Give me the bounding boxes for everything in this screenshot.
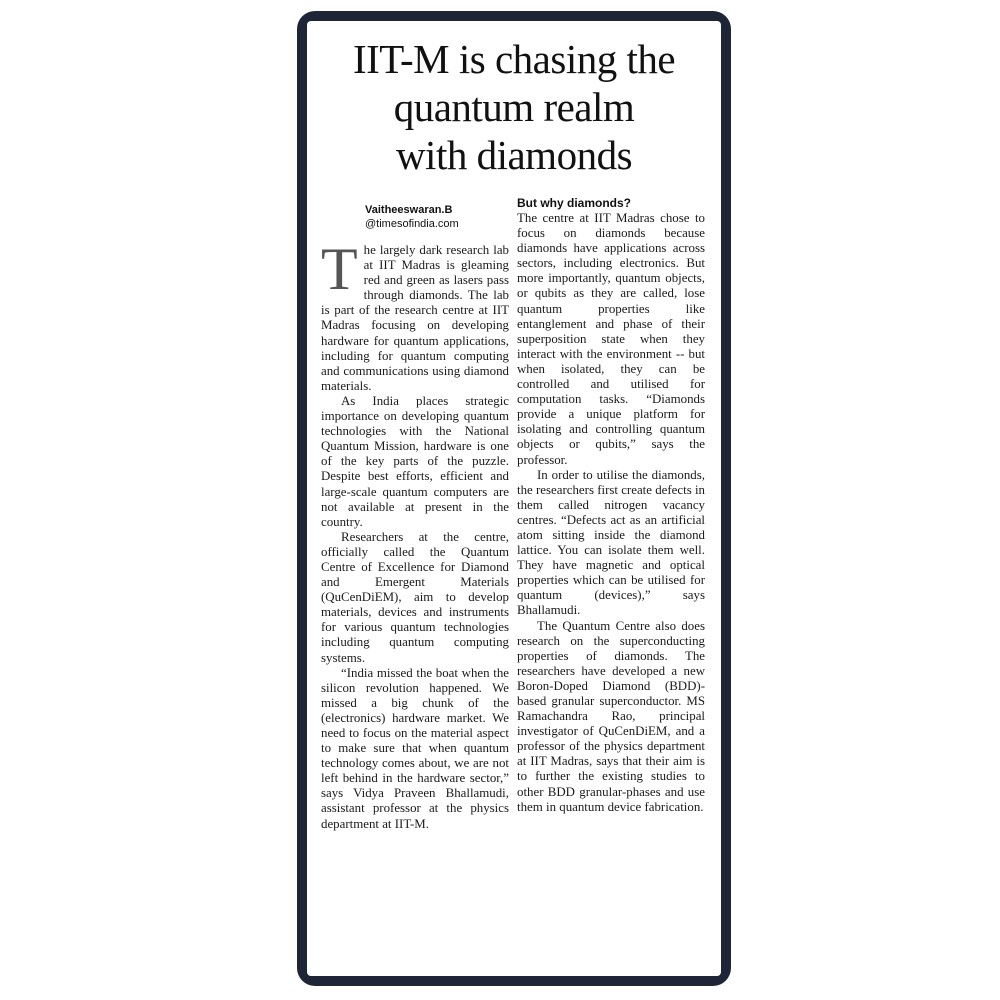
headline-line: with diamonds	[395, 132, 633, 178]
headline-line: quantum realm	[393, 84, 635, 130]
paragraph: Researchers at the centre, officially called the Quantum Centre of Excellence for Diamond and Emergent Materials (QuCenDiEM), aim to develop materials, devices and instruments for various quantum technologies including quantum computing systems.	[321, 529, 509, 665]
subhead: But why diamonds?	[517, 196, 631, 210]
newspaper-clipping	[307, 21, 721, 976]
headline-line: IIT-M is chasing the	[352, 36, 676, 82]
article-frame	[297, 11, 731, 986]
left-column	[321, 203, 509, 832]
paragraph: The Quantum Centre also does research on the superconducting properties of diamonds. The researchers have developed a new Boron-Doped Diamond (BDD)-based granular superconductor. MS Ramachandra Rao, principal investigator of QuCenDiEM, and a professor of the physics department at IIT Madras, says that their aim is to further the existing studies to other BDD granular-phases and use them in quantum device fabrication.	[517, 618, 705, 814]
right-column	[517, 196, 705, 815]
paragraph: As India places strategic importance on developing quantum technologies with the National Quantum Mission, hardware is one of the key parts of the puzzle. Despite best efforts, efficient and large-scale quantum computers are not available at present in the country.	[321, 393, 509, 529]
byline	[365, 203, 509, 231]
byline-handle: @timesofindia.com	[365, 218, 459, 230]
paragraph: “India missed the boat when the silicon revolution happened. We missed a big chunk of the (electronics) hardware market. We need to focus on the material aspect to make sure that when quantum technology comes about, we are not left behind in the hardware sector,” says Vidya Praveen Bhallamudi, assistant professor at the physics department at IIT-M.	[321, 665, 509, 831]
byline-name: Vaitheeswaran.B	[365, 204, 453, 216]
paragraph: In order to utilise the diamonds, the researchers first create defects in them called nitrogen vacancy centres. “Defects act as an artificial atom sitting inside the diamond lattice. You can isolate them well. They have magnetic and optical properties which can be utilised for quantum (devices),” says Bhallamudi.	[517, 467, 705, 618]
drop-cap: T	[321, 236, 358, 302]
paragraph: The centre at IIT Madras chose to focus on diamonds because diamonds have applications across sectors, including electronics. But more importantly, quantum objects, or qubits as they are called, lose quantum properties like entanglement and phase of their superposition state when they interact with the environment -- but when isolated, they can be controlled and utilised for computation tasks. “Diamonds provide a unique platform for isolating and controlling quantum objects or qubits,” says the professor.	[517, 211, 705, 467]
paragraph	[321, 236, 509, 394]
paragraph-text: he largely dark research lab at IIT Madras is gleaming red and green as lasers pass through diamonds. The lab is part of the research centre at IIT Madras focusing on developing hardware for quantum applications, including for quantum computing and communications using diamond materials.	[321, 243, 509, 393]
headline	[307, 35, 721, 179]
